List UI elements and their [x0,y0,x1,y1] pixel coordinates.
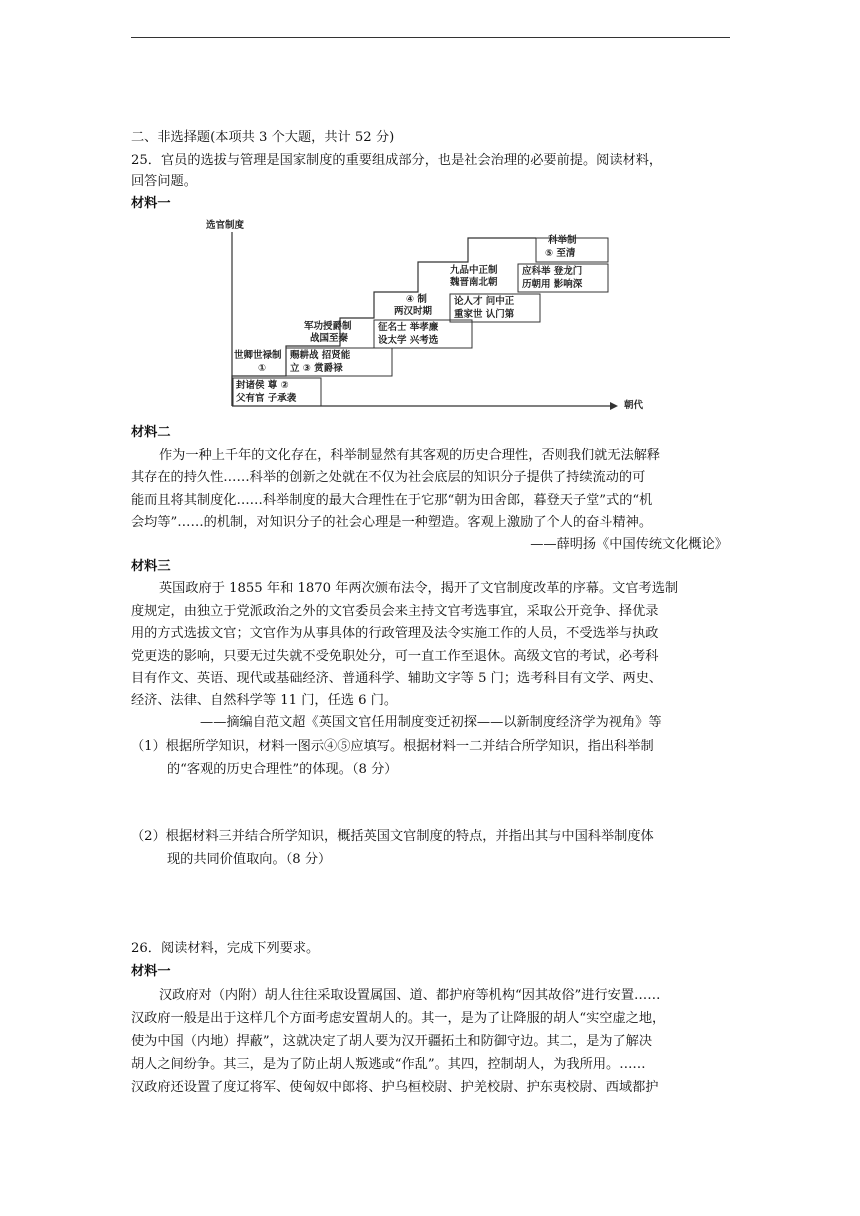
step1-box-line1: 封诸侯 尊 ② [236,380,289,391]
q25-sub2-line1: （2）根据材料三并结合所学知识，概括英国文官制度的特点，并指出其与中国科举制度体 [131,829,654,844]
q25-material1-label: 材料一 [131,196,171,211]
step5-title-line1: 九品中正制 [450,265,498,276]
q25-material3-label: 材料三 [131,559,171,574]
step2-box-line2: 立 ③ 赏爵禄 [290,363,343,374]
step4-title-line2: 两汉时期 [394,306,433,317]
step3-title-line1: 军功授爵制 [304,321,352,332]
step5-box-line2: 历朝用 影响深 [522,279,583,290]
step3-box-line1: 征名士 举孝廉 [378,322,439,333]
step2-box-line1: 赐耕战 招贤能 [290,350,351,361]
y-axis-label: 选官制度 [206,220,245,231]
step4-title-line1: ④ 制 [406,294,427,305]
q25-stem-line1: 25．官员的选拔与管理是国家制度的重要组成部分，也是社会治理的必要前提。阅读材料， [131,153,663,168]
material3-line: 经济、法律、自然科学等 11 门，任选 6 门。 [131,693,398,708]
step1-box-line2: 父有官 子承袭 [236,393,297,404]
step6-title-line2: ⑤ 至清 [545,248,576,259]
material3-line: 党更迭的影响，只要无过失就不受免职处分，可一直工作至退休。高级文官的考试，必考科 [131,649,659,664]
selection-system-diagram [200,210,670,418]
q25-stem-line2: 回答问题。 [131,174,197,189]
q26-material1-label: 材料一 [131,964,171,979]
step3-box-line2: 设太学 兴考选 [378,335,439,346]
material3-line: 度规定，由独立于党派政治之外的文官委员会来主持文官考选事宜，采取公开竞争、择优录 [131,604,659,619]
material2-line: 会均等”……的机制，对知识分子的社会心理是一种塑造。客观上激励了个人的奋斗精神。 [131,515,653,530]
step3-title-line2: 战国至秦 [310,333,349,344]
q26-material1-line: 汉政府还设置了度辽将军、使匈奴中郎将、护乌桓校尉、护羌校尉、护东夷校尉、西域都护 [131,1080,659,1095]
q26-material1-line: 胡人之间纷争。其三，是为了防止胡人叛逃或“作乱”。其四，控制胡人，为我所用。…… [131,1057,646,1072]
material3-source: ——摘编自范文超《英国文官任用制度变迁初探——以新制度经济学为视角》等 [200,715,662,730]
material2-line: 其存在的持久性……科举的创新之处就在不仅为社会底层的知识分子提供了持续流动的可 [131,470,646,485]
material3-line: 英国政府于 1855 年和 1870 年两次颁布法令，揭开了文官制度改革的序幕。文官考选制 [159,581,679,596]
q25-sub1-line1: （1）根据所学知识，材料一图示④⑤应填写。根据材料一二并结合所学知识，指出科举制 [131,739,654,754]
material2-source: ——薛明扬《中国传统文化概论》 [530,537,728,552]
material3-line: 目有作文、英语、现代或基础经济、普通科学、辅助文字等 5 门；选考科目有文学、两史、 [131,671,663,686]
step5-box-line1: 应科举 登龙门 [522,266,583,277]
q25-sub2-line2: 现的共同价值取向。（8 分） [167,852,332,867]
q25-material2-label: 材料二 [131,425,171,440]
q26-material1-line: 汉政府对（内附）胡人往往采取设置属国、道、都护府等机构“因其故俗”进行安置…… [159,988,661,1003]
material2-line: 能而且将其制度化……科举制度的最大合理性在于它那“朝为田舍郎，暮登天子堂”式的“机 [131,493,653,508]
material3-line: 用的方式选拔文官；文官作为从事具体的行政管理及法令实施工作的人员，不受选举与执政 [131,626,659,641]
section-heading: 二、非选择题(本项共 3 个大题，共计 52 分) [131,130,395,145]
step4-box-line1: 论人才 问中正 [454,296,515,307]
step5-title-line2: 魏晋南北朝 [450,277,498,288]
material2-line: 作为一种上千年的文化存在，科举制显然有其客观的历史合理性，否则我们就无法解释 [159,448,661,463]
step6-title-line1: 科举制 [548,235,577,246]
x-axis-label: 朝代 [624,400,644,411]
q25-sub1-line2: 的“客观的历史合理性”的体现。（8 分） [167,762,398,777]
step2-title: 世卿世禄制 [234,350,282,361]
q26-material1-line: 使为中国（内地）捍蔽”，这就决定了胡人要为汉开疆拓土和防御守边。其二，是为了解决 [131,1034,653,1049]
q26-material1-line: 汉政府一般是出于这样几个方面考虑安置胡人的。其一，是为了让降服的胡人“实空虚之地， [131,1011,666,1026]
q26-stem: 26．阅读材料，完成下列要求。 [131,941,320,956]
placeholder-1: ① [258,363,267,374]
placeholder-2: ② [280,380,289,391]
header-rule [131,37,730,38]
step4-box-line2: 重家世 认门第 [454,309,515,320]
